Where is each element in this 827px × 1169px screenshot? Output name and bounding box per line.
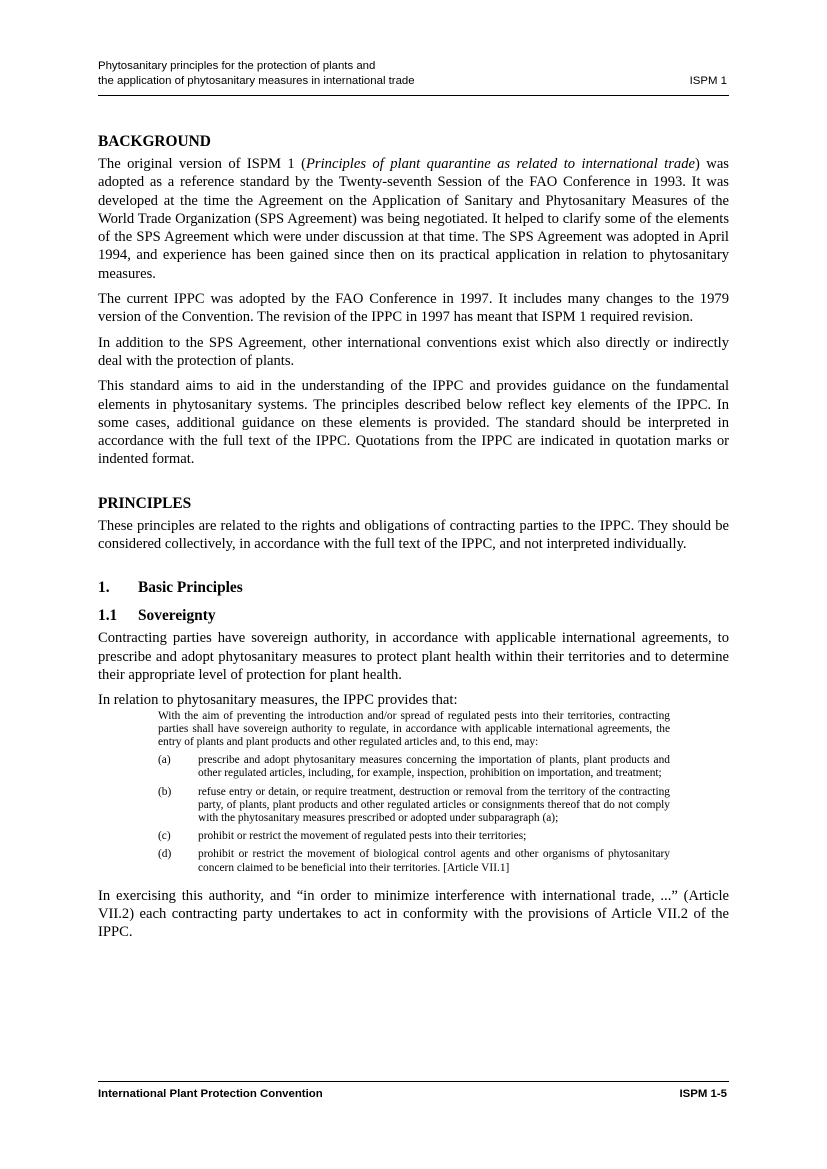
quotation-item-text: prohibit or restrict the movement of biological control agents and other organisms of phytosanitary concern claimed to be beneficial into their territories. [Article VII.1] (198, 848, 670, 874)
quotation-item-d (158, 848, 670, 874)
background-heading: BACKGROUND (98, 133, 211, 150)
section-1-heading (98, 579, 729, 597)
quotation-item-text: prohibit or restrict the movement of regulated pests into their territories; (198, 830, 527, 843)
principles-paragraph-1: These principles are related to the rights and obligations of contracting parties to the IPPC. They should be considered collectively, in accordance with the full text of the IPPC, and not interpreted individually. (98, 517, 729, 553)
quotation-item-text: refuse entry or detain, or require treatment, destruction or removal from the territory of the contracting party, of plants, plant products and other regulated articles or consignments thereof that do not comply with the phytosanitary measures prescribed or adopted under subparagraph (a); (198, 785, 670, 824)
sovereignty-paragraph-1: Contracting parties have sovereign authority, in accordance with applicable international agreements, to prescribe and adopt phytosanitary measures to protect plant health within their territories and to determine their appropriate level of protection for plant health. (98, 630, 729, 683)
quotation-item-b (158, 786, 670, 826)
quotation-item-label: (d) (158, 848, 172, 861)
sovereignty-paragraph-3: In exercising this authority, and “in order to minimize interference with international trade, ...” (Article VII.2) each contracting party undertakes to act in conformity with the provisions of Article VII.2 of the IPPC. (98, 887, 729, 941)
page-header (98, 59, 729, 96)
section-1-title: Basic Principles (138, 579, 243, 597)
quotation-intro: With the aim of preventing the introduction and/or spread of regulated pests into their territories, contracting parties shall have sovereign authority to regulate, in accordance with applicable international agreements, the entry of plants and plant products and other regulated articles and, to this end, may: (158, 709, 670, 748)
document-body (98, 133, 729, 942)
section-1-1-title: Sovereignty (138, 607, 216, 625)
background-paragraph-1: The original version of ISPM 1 (Principles of plant quarantine as related to international trade) was adopted as a reference standard by the Twenty-seventh Session of the FAO Conference in 1993. It was developed at the time the Agreement on the Application of Sanitary and Phytosanitary Measures of the World Trade Organization (SPS Agreement) was being negotiated. It helped to clarify some of the elements of the SPS Agreement which were under discussion at that time. The SPS Agreement was adopted in April 1994, and experience has been gained since then on its practical application in relation to phytosanitary measures. (98, 156, 729, 282)
principles-heading: PRINCIPLES (98, 494, 192, 512)
header-title-line-1: Phytosanitary principles for the protection of plants and (98, 60, 376, 72)
quotation-item-label: (a) (158, 754, 171, 767)
footer-organization: International Plant Protection Convention (98, 1088, 323, 1100)
background-paragraph-2: The current IPPC was adopted by the FAO Conference in 1997. It includes many changes to the 1979 version of the Convention. The revision of the IPPC in 1997 has meant that ISPM 1 required revision. (98, 291, 729, 326)
quotation-item-c (158, 830, 670, 843)
quotation-item-text: prescribe and adopt phytosanitary measures concerning the importation of plants, plant products and other regulated articles, including, for example, inspection, prohibition on importation, and treatment; (198, 754, 670, 780)
original-title-italic: Principles of plant quarantine as related to international trade (306, 156, 695, 172)
quotation-item-label: (c) (158, 830, 171, 843)
footer-page-reference: ISPM 1-5 (679, 1088, 727, 1100)
background-paragraph-4: This standard aims to aid in the understanding of the IPPC and provides guidance on the fundamental elements in phytosanitary systems. The principles described below reflect key elements of the IPPC. In some cases, additional guidance on these elements is provided. The standard should be interpreted in accordance with the full text of the IPPC. Quotations from the IPPC are indicated in quotation marks or indented format. (98, 378, 729, 468)
header-title (98, 59, 415, 89)
sovereignty-paragraph-2: In relation to phytosanitary measures, the IPPC provides that: (98, 692, 458, 709)
page-footer (98, 1081, 729, 1100)
ippc-quotation (158, 710, 670, 875)
quotation-item-label: (b) (158, 785, 172, 798)
section-1-number: 1. (98, 579, 110, 597)
header-title-line-2: the application of phytosanitary measures in international trade (98, 75, 415, 87)
background-paragraph-3: In addition to the SPS Agreement, other international conventions exist which also directly or indirectly deal with the protection of plants. (98, 334, 729, 369)
header-standard-code: ISPM 1 (689, 75, 727, 87)
section-1-1-number: 1.1 (98, 607, 118, 625)
quotation-item-a (158, 754, 670, 780)
section-1-1-heading (98, 607, 729, 625)
